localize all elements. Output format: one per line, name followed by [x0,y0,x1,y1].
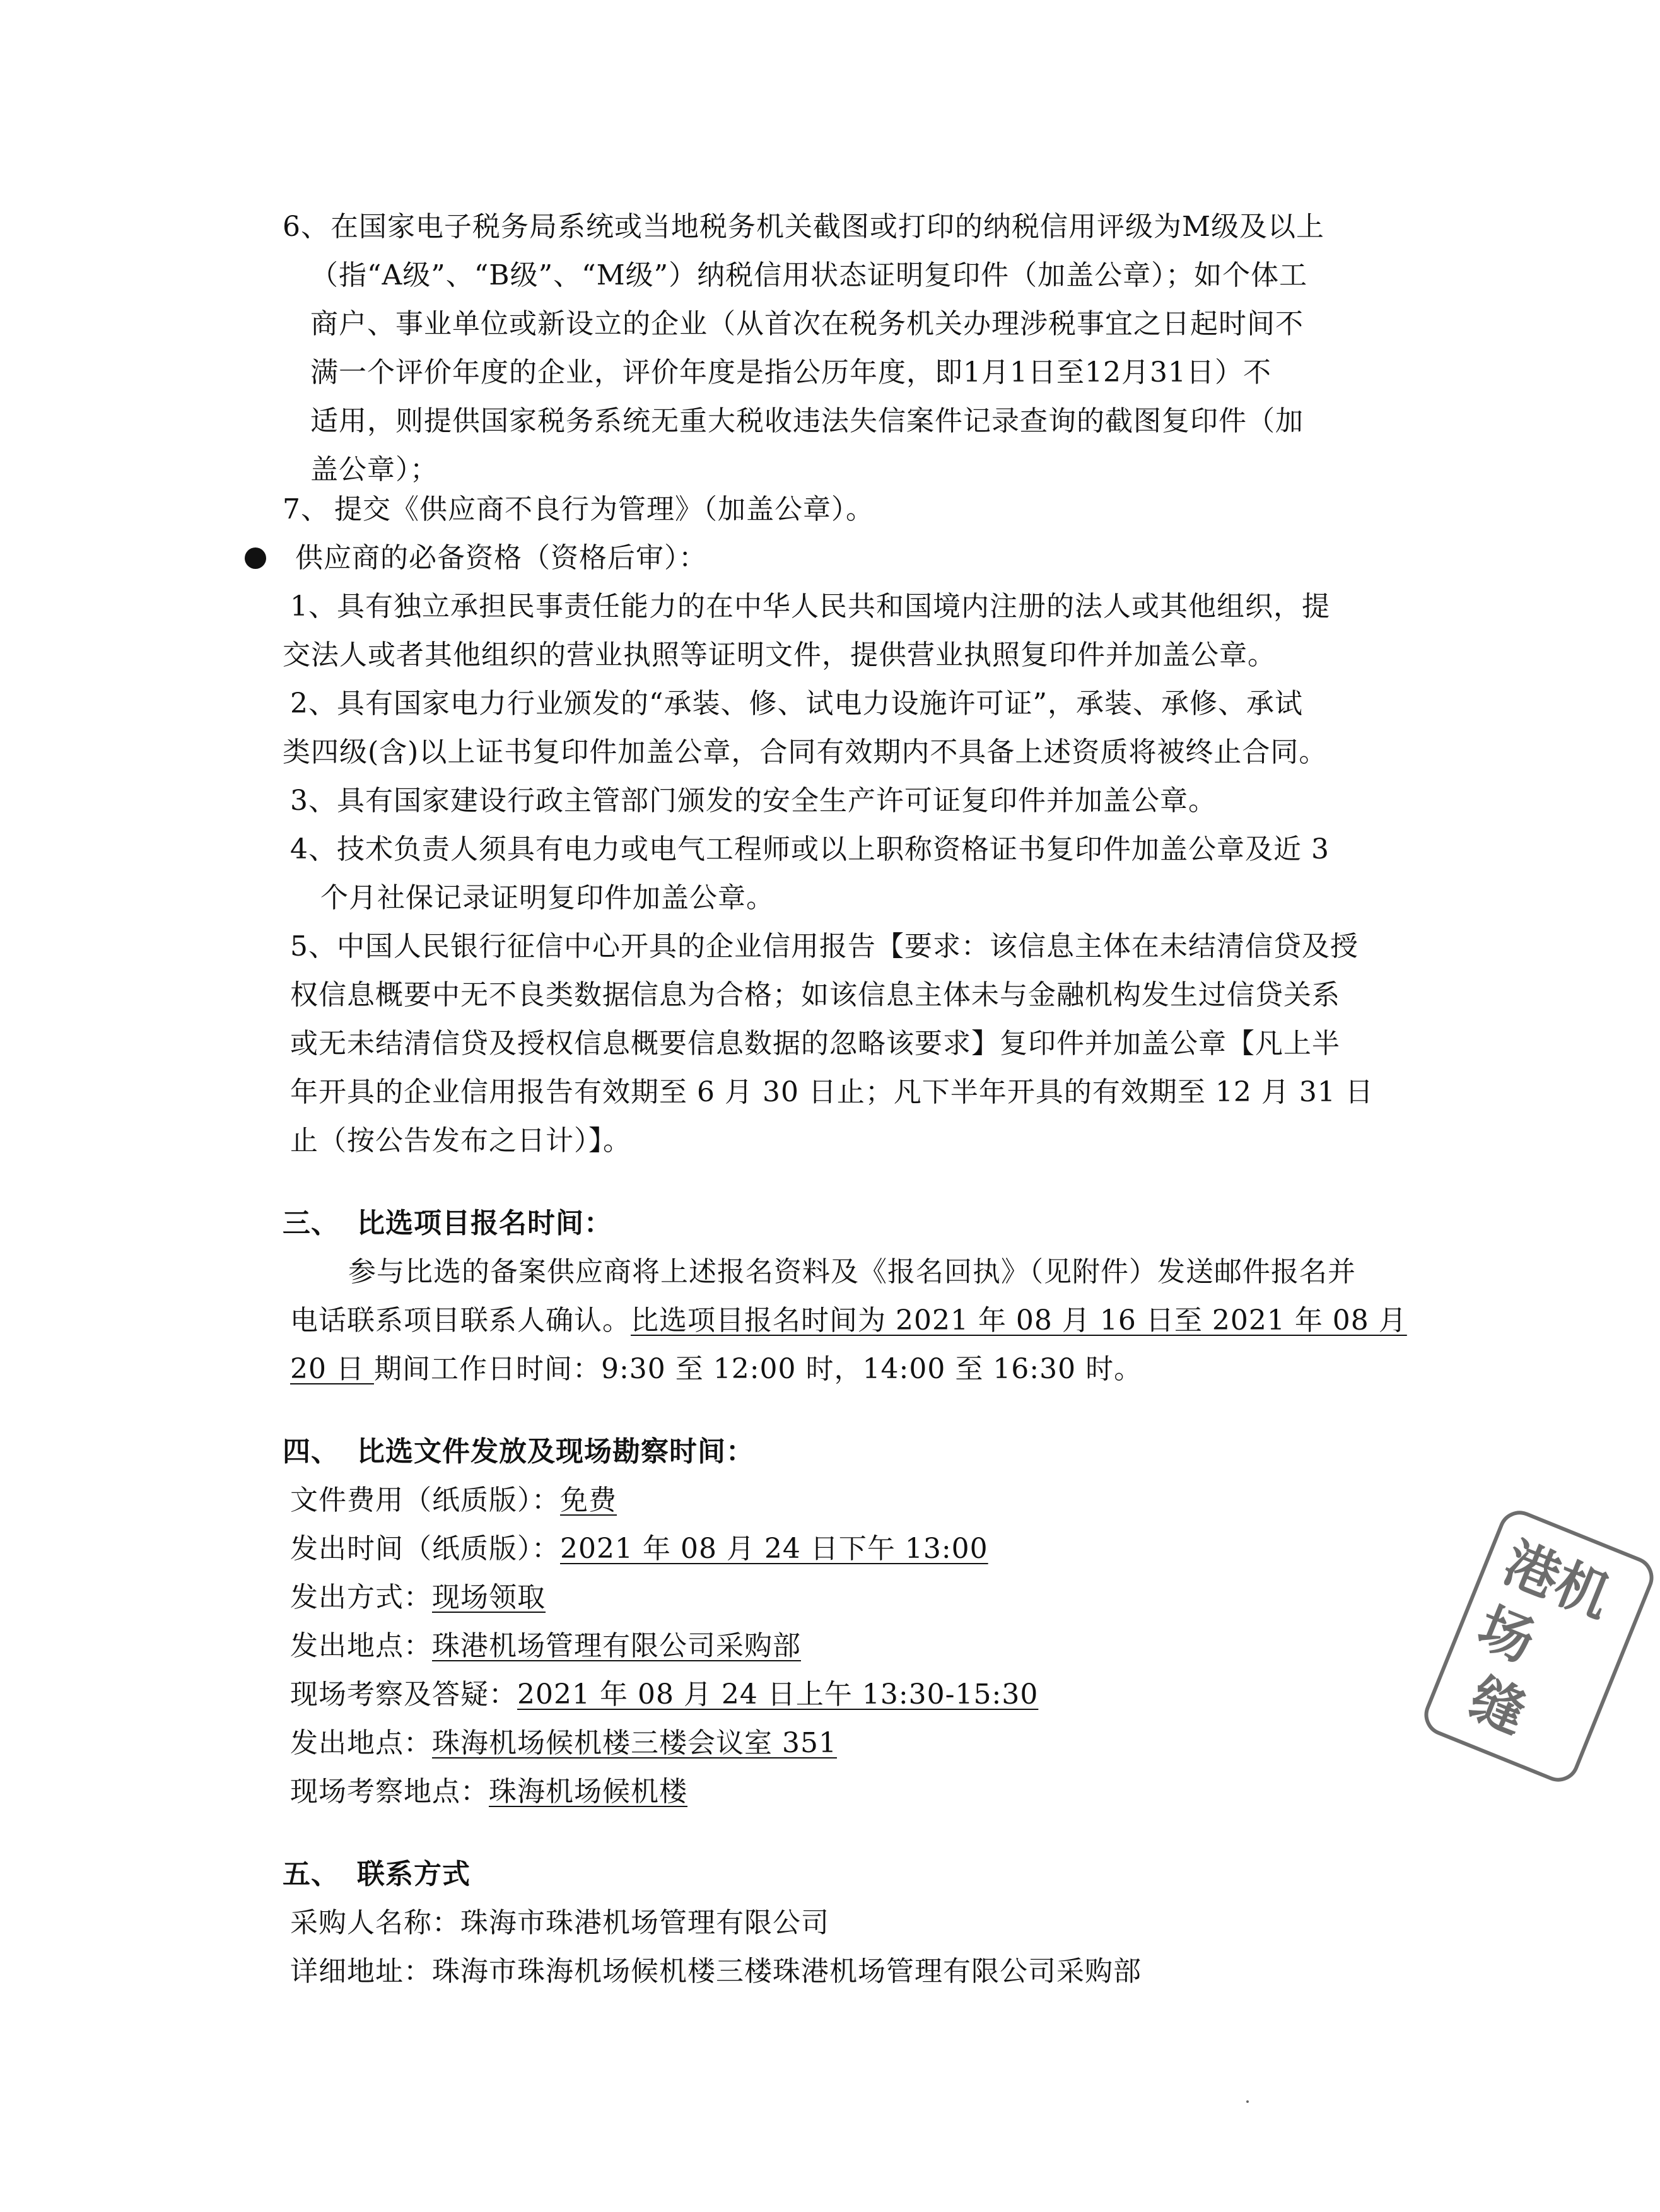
info-label: 发出方式： [290,1581,432,1613]
info-value: 珠海机场候机楼 [489,1776,687,1808]
section3-contact-text: 电话联系项目联系人确认。 [290,1304,631,1337]
item6-number: 6、 [283,211,329,243]
section3-paragraph-line [290,1350,1142,1388]
info-row [290,1676,1038,1714]
contact-label: 详细地址： [290,1955,432,1987]
info-value: 2021 年 08 月 24 日下午 13:00 [560,1533,988,1565]
working-hours: 期间工作日时间：9:30 至 12:00 时，14:00 至 16:30 时。 [373,1353,1143,1385]
info-label: 现场考察地点： [290,1776,489,1808]
section3-paragraph-line [290,1302,1407,1340]
contact-label: 采购人名称： [290,1907,460,1939]
contact-value: 珠海市珠港机场管理有限公司 [460,1907,829,1939]
item6-line: 在国家电子税务局系统或当地税务机关截图或打印的纳税信用评级为M级及以上 [330,211,1325,243]
qualifications-heading: 供应商的必备资格（资格后审）： [295,542,707,574]
info-value: 免费 [560,1484,617,1516]
section4-title: 比选文件发放及现场勘察时间： [357,1436,754,1468]
contact-row [290,1953,1142,1991]
section5-number: 五、 [283,1858,339,1890]
info-row [290,1627,801,1665]
item6-line: 商户、事业单位或新设立的企业（从首次在税务机关办理涉税事宜之日起时间不 [310,308,1304,340]
info-row [290,1530,988,1568]
qualification-line: 类四级(含)以上证书复印件加盖公章，合同有效期内不具备上述资质将被终止合同。 [283,736,1328,768]
qualification-line: 4、技术负责人须具有电力或电气工程师或以上职称资格证书复印件加盖公章及近 3 [290,833,1330,865]
info-value: 珠港机场管理有限公司采购部 [432,1630,801,1662]
qualification-line: 年开具的企业信用报告有效期至 6 月 30 日止；凡下半年开具的有效期至 12 月 31 日 [290,1076,1374,1108]
seam-stamp: 港机场 缝 [1418,1504,1659,1788]
item7-text: 提交《供应商不良行为管理》（加盖公章）。 [334,493,874,525]
qualification-line: 个月社保记录证明复印件加盖公章。 [320,882,774,914]
qualification-line: 5、中国人民银行征信中心开具的企业信用报告【要求：该信息主体在未结清信贷及授 [290,930,1359,963]
qualification-line: 权信息概要中无不良类数据信息为合格；如该信息主体未与金融机构发生过信贷关系 [290,979,1340,1011]
section5-title: 联系方式 [357,1858,471,1890]
scan-speck [1246,2100,1249,2103]
section3-title: 比选项目报名时间： [357,1207,612,1239]
info-label: 文件费用（纸质版）： [290,1484,560,1516]
item7-number: 7、 [283,493,329,525]
item6-line: 满一个评价年度的企业，评价年度是指公历年度，即1月1日至12月31日）不 [310,356,1271,389]
info-row [290,1773,687,1811]
item6-line: 适用，则提供国家税务系统无重大税收违法失信案件记录查询的截图复印件（加 [310,405,1304,437]
qualification-line: 交法人或者其他组织的营业执照等证明文件，提供营业执照复印件并加盖公章。 [283,639,1276,671]
info-row [290,1482,617,1519]
item6-line: （指“A级”、“B级”、“M级”）纳税信用状态证明复印件（加盖公章）；如个体工 [310,259,1308,291]
qualification-line: 或无未结清信贷及授权信息概要信息数据的忽略该要求】复印件并加盖公章【凡上半 [290,1027,1340,1060]
info-value: 2021 年 08 月 24 日上午 13:30-15:30 [517,1678,1039,1711]
info-label: 发出地点： [290,1727,432,1759]
bullet-icon [245,547,266,569]
qualification-line: 2、具有国家电力行业颁发的“承装、修、试电力设施许可证”，承装、承修、承试 [290,688,1303,720]
info-label: 现场考察及答疑： [290,1678,517,1711]
contact-row [290,1904,829,1942]
qualification-line: 止（按公告发布之日计）】。 [290,1125,631,1157]
registration-period-end: 20 日 [290,1353,374,1385]
qualification-line: 1、具有独立承担民事责任能力的在中华人民共和国境内注册的法人或其他组织，提 [290,590,1330,623]
section3-paragraph-line: 参与比选的备案供应商将上述报名资料及《报名回执》（见附件）发送邮件报名并 [348,1256,1356,1288]
section4-number: 四、 [283,1436,339,1468]
contact-value: 珠海市珠海机场候机楼三楼珠港机场管理有限公司采购部 [432,1955,1142,1987]
info-value: 现场领取 [432,1581,546,1613]
registration-period: 比选项目报名时间为 2021 年 08 月 16 日至 2021 年 08 月 [631,1304,1407,1337]
section3-number: 三、 [283,1207,339,1239]
info-value: 珠海机场候机楼三楼会议室 351 [432,1727,837,1759]
info-row [290,1579,546,1617]
info-label: 发出地点： [290,1630,432,1662]
info-row [290,1724,837,1762]
item6-line: 盖公章）； [310,454,438,486]
qualification-line: 3、具有国家建设行政主管部门颁发的安全生产许可证复印件并加盖公章。 [290,785,1217,817]
info-label: 发出时间（纸质版）： [290,1533,560,1565]
